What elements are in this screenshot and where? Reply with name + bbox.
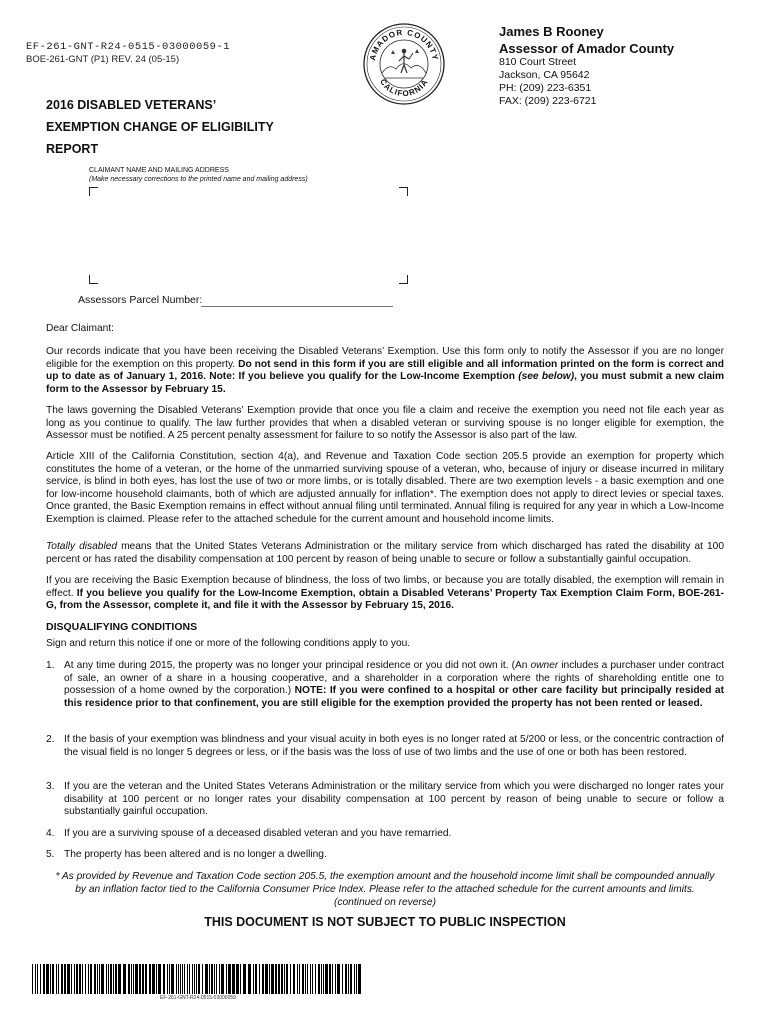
barcode-bar (82, 964, 83, 994)
barcode-bar (194, 964, 195, 994)
barcode-bar (187, 964, 188, 994)
barcode-bar (108, 964, 109, 994)
barcode-bar (182, 964, 183, 994)
condition-item-5: 5. The property has been altered and is no longer a dwelling. (46, 849, 327, 860)
barcode-bar (74, 964, 75, 994)
continued-on-reverse: (continued on reverse) (334, 897, 436, 908)
barcode-bar (356, 964, 357, 994)
barcode-bar (135, 964, 138, 994)
barcode-bar (196, 964, 197, 994)
barcode-bar (232, 964, 235, 994)
form-number: BOE-261-GNT (P1) REV. 24 (05-15) (26, 54, 180, 65)
paragraph-1: Our records indicate that you have been receiving the Disabled Veterans’ Exemption. Use this form only to notify the Assessor if you are no longer eligible for the exemption on this property. Do not send in this form if you are still eligible and all information printed on the form is correct and up to date as of January 1, 2016. Note: If you believe you qualify for the Low-Income Exemption (see below), you must submit a new claim form to the Assessor by February 15. (46, 346, 724, 395)
barcode-bar (189, 964, 190, 994)
barcode-text: EF-261-GNT-R24-0515-03000059 (160, 995, 236, 1001)
barcode-bar (248, 964, 251, 994)
barcode-bar (113, 964, 114, 994)
barcode-bar (46, 964, 49, 994)
assessor-address-2: Jackson, CA 95642 (499, 69, 590, 81)
svg-text:CALIFORNIA: CALIFORNIA (378, 77, 430, 99)
paragraph-5: If you are receiving the Basic Exemption because of blindness, the loss of two limbs, or because you are totally disabled, the exemption will remain in effect. If you believe you qualify for the Low-Income Exemption, obtain a Disabled Veterans’ Property Tax Exemption Claim Form, BOE-261-G, from the Assessor, complete it, and file it with the Assessor by February 15, 2016. (46, 575, 724, 611)
barcode-bar (94, 964, 96, 994)
barcode-bar (337, 964, 340, 994)
paragraph-2: The laws governing the Disabled Veterans’ Exemption provide that once you file a claim and receive the exemption you need not file each year as long as you continue to qualify. The law further provides that when a disabled veteran or surviving spouse is no longer eligible for exemption, the Assessor must be notified. A 25 percent penalty assessment for failure to so notify the Assessor is also part of the law. (46, 405, 724, 441)
barcode-bar (131, 964, 132, 994)
barcode-bar (35, 964, 36, 994)
form-title-line-1: 2016 DISABLED VETERANS’ (46, 98, 217, 112)
barcode-bar (221, 964, 224, 994)
barcode-bar (350, 964, 352, 994)
form-title-line-3: REPORT (46, 142, 99, 156)
assessor-address-1: 810 Court Street (499, 56, 577, 68)
barcode-bar (110, 964, 112, 994)
barcode-bar (358, 964, 361, 994)
barcode-bar (259, 964, 260, 994)
paragraph-4: Totally disabled means that the United States Veterans Administration or the military service from which discharged has rated the disability at 100 percent or has rated the disability compensation at 100 percent by reason of being unable to secure or follow a substantially gainful occupation. (46, 541, 724, 565)
barcode-bar (325, 964, 328, 994)
barcode-bar (262, 964, 264, 994)
footnote-line-1: * As provided by Revenue and Taxation Code section 205.5, the exemption amount and the household income limit shall be compounded annually (55, 871, 715, 882)
county-seal (363, 23, 445, 105)
barcode-bar (335, 964, 336, 994)
parcel-number-field[interactable] (201, 294, 393, 307)
barcode-bar (278, 964, 280, 994)
barcode-bar (85, 964, 86, 994)
barcode-bar (269, 964, 270, 994)
barcode-bar (133, 964, 134, 994)
barcode-bar (323, 964, 324, 994)
barcode-bar (198, 964, 200, 994)
condition-item-3: 3. If you are the veteran and the United States Veterans Administration or the military service from which you were discharged no longer rates your disability at 100 percent or no longer rates your disability compensation at 100 percent by reason of being unable to secure or follow a substantially gainful occupation. (46, 781, 724, 817)
barcode-bar (123, 964, 126, 994)
barcode-bar (180, 964, 181, 994)
barcode-bar (216, 964, 217, 994)
barcode-bar (128, 964, 130, 994)
barcode-bar (240, 964, 241, 994)
barcode-bar (297, 964, 298, 994)
barcode-bar (265, 964, 268, 994)
condition-item-4: 4. If you are a surviving spouse of a deceased disabled veteran and you have remarried. (46, 828, 452, 839)
barcode-bar (318, 964, 320, 994)
condition-item-1: 1. At any time during 2015, the property was no longer your principal residence or you did not own it. (An owner includes a purchaser under contract of sale, an owner of a share in a housing cooperative, and a shareholder in a corporation where the rights of shareholding entitle one to possession of a home owned by the corporation.) NOTE: If you were confined to a hospital or other care facility but principally resided at this residence prior to that confinement, you are still eligible for the exemption provided the property has not been rented or leased. (46, 660, 725, 709)
barcode-bar (329, 964, 331, 994)
barcode-bar (209, 964, 210, 994)
barcode-bar (299, 964, 300, 994)
form-id-line: EF-261-GNT-R24-0515-03000059-1 (26, 41, 231, 53)
barcode-bar (106, 964, 107, 994)
claimant-note: (Make necessary corrections to the printed name and mailing address) (89, 176, 308, 183)
barcode-bar (205, 964, 208, 994)
barcode-bar (192, 964, 193, 994)
form-title-line-2: EXEMPTION CHANGE OF ELIGIBILITY (46, 120, 274, 134)
barcode-bar (236, 964, 239, 994)
barcode (32, 964, 364, 994)
barcode-bar (167, 964, 168, 994)
barcode-bar (354, 964, 355, 994)
claimant-label: CLAIMANT NAME AND MAILING ADDRESS (89, 167, 229, 174)
barcode-bar (275, 964, 277, 994)
barcode-bar (228, 964, 231, 994)
barcode-bar (253, 964, 254, 994)
barcode-bar (342, 964, 343, 994)
disqualifying-intro: Sign and return this notice if one or more of the following conditions apply to you. (46, 638, 411, 649)
barcode-bar (163, 964, 165, 994)
barcode-bar (90, 964, 92, 994)
barcode-bar (284, 964, 285, 994)
barcode-bar (88, 964, 89, 994)
barcode-bar (281, 964, 283, 994)
barcode-bar (348, 964, 349, 994)
barcode-bar (145, 964, 147, 994)
barcode-bar (219, 964, 220, 994)
barcode-bar (302, 964, 304, 994)
barcode-bar (171, 964, 174, 994)
barcode-bar (307, 964, 308, 994)
barcode-bar (158, 964, 161, 994)
barcode-bar (61, 964, 63, 994)
barcode-bar (97, 964, 98, 994)
barcode-bar (43, 964, 45, 994)
barcode-bar (152, 964, 155, 994)
barcode-bar (332, 964, 333, 994)
assessor-phone: PH: (209) 223-6351 (499, 82, 592, 94)
barcode-bar (310, 964, 311, 994)
barcode-bar (71, 964, 72, 994)
barcode-bar (345, 964, 347, 994)
barcode-bar (32, 964, 33, 994)
barcode-bar (286, 964, 288, 994)
address-window-corner-top-right (399, 187, 408, 196)
barcode-bar (184, 964, 185, 994)
address-window-corner-bottom-right (399, 275, 408, 284)
public-inspection-notice: THIS DOCUMENT IS NOT SUBJECT TO PUBLIC INSPECTION (204, 915, 566, 929)
barcode-bar (271, 964, 274, 994)
barcode-bar (312, 964, 313, 994)
barcode-bar (226, 964, 227, 994)
barcode-bar (101, 964, 104, 994)
barcode-bar (40, 964, 41, 994)
barcode-bar (214, 964, 215, 994)
barcode-bar (139, 964, 141, 994)
barcode-bar (115, 964, 117, 994)
barcode-bar (156, 964, 157, 994)
barcode-bar (52, 964, 54, 994)
barcode-bar (99, 964, 100, 994)
barcode-bar (290, 964, 291, 994)
barcode-bar (37, 964, 38, 994)
barcode-bar (293, 964, 295, 994)
barcode-bar (321, 964, 322, 994)
barcode-bar (50, 964, 51, 994)
barcode-bar (211, 964, 213, 994)
barcode-bar (149, 964, 151, 994)
barcode-bar (56, 964, 57, 994)
barcode-bar (315, 964, 316, 994)
barcode-bar (178, 964, 179, 994)
barcode-bar (64, 964, 66, 994)
barcode-bar (76, 964, 78, 994)
parcel-number-label: Assessors Parcel Number: (78, 294, 203, 306)
barcode-bar (79, 964, 81, 994)
barcode-bar (305, 964, 306, 994)
barcode-bar (142, 964, 144, 994)
condition-item-2: 2. If the basis of your exemption was blindness and your visual acuity in both eyes is no longer rated at 5/200 or less, or the concentric contraction of the visual field is no longer 5 degrees or less, or if the basis was the loss of use of two limbs and the use of one or both has been restored. (46, 734, 724, 758)
assessor-title: Assessor of Amador County (499, 41, 675, 56)
svg-text:AMADOR COUNTY: AMADOR COUNTY (368, 27, 440, 62)
barcode-bar (176, 964, 177, 994)
barcode-bar (67, 964, 70, 994)
address-window-corner-top-left (89, 187, 98, 196)
address-window-corner-bottom-left (89, 275, 98, 284)
barcode-bar (243, 964, 246, 994)
assessor-fax: FAX: (209) 223-6721 (499, 95, 597, 107)
salutation: Dear Claimant: (46, 323, 114, 334)
barcode-bar (169, 964, 170, 994)
assessor-name: James B Rooney (499, 24, 604, 39)
paragraph-3: Article XIII of the California Constitution, section 4(a), and Revenue and Taxation Code section 205.5 provide an exemption for property which constitutes the home of a veteran, or the home of the unmarried surviving spouse of a veteran, who, because of injury or disease incurred in military service, is blind in both eyes, has lost the use of two or more limbs, or is totally disabled. There are two exemption levels - a basic exemption and one for low-income household claimants, both of which are adjusted annually for inflation*. The exemption does not apply to direct levies or special taxes. Once granted, the Basic Exemption remains in effect without annual filing until terminated. Annual filing is required for any year in which a Low-Income Exemption is claimed. Please refer to the attached schedule for the current amount and household income limits. (46, 451, 724, 525)
barcode-bar (255, 964, 257, 994)
barcode-bar (118, 964, 121, 994)
barcode-bar (202, 964, 203, 994)
disqualifying-heading: DISQUALIFYING CONDITIONS (46, 621, 198, 633)
barcode-bar (58, 964, 59, 994)
footnote-line-2: by an inflation factor tied to the California Consumer Price Index. Please refer to the attached schedule for the current amounts and limits. (75, 884, 695, 895)
